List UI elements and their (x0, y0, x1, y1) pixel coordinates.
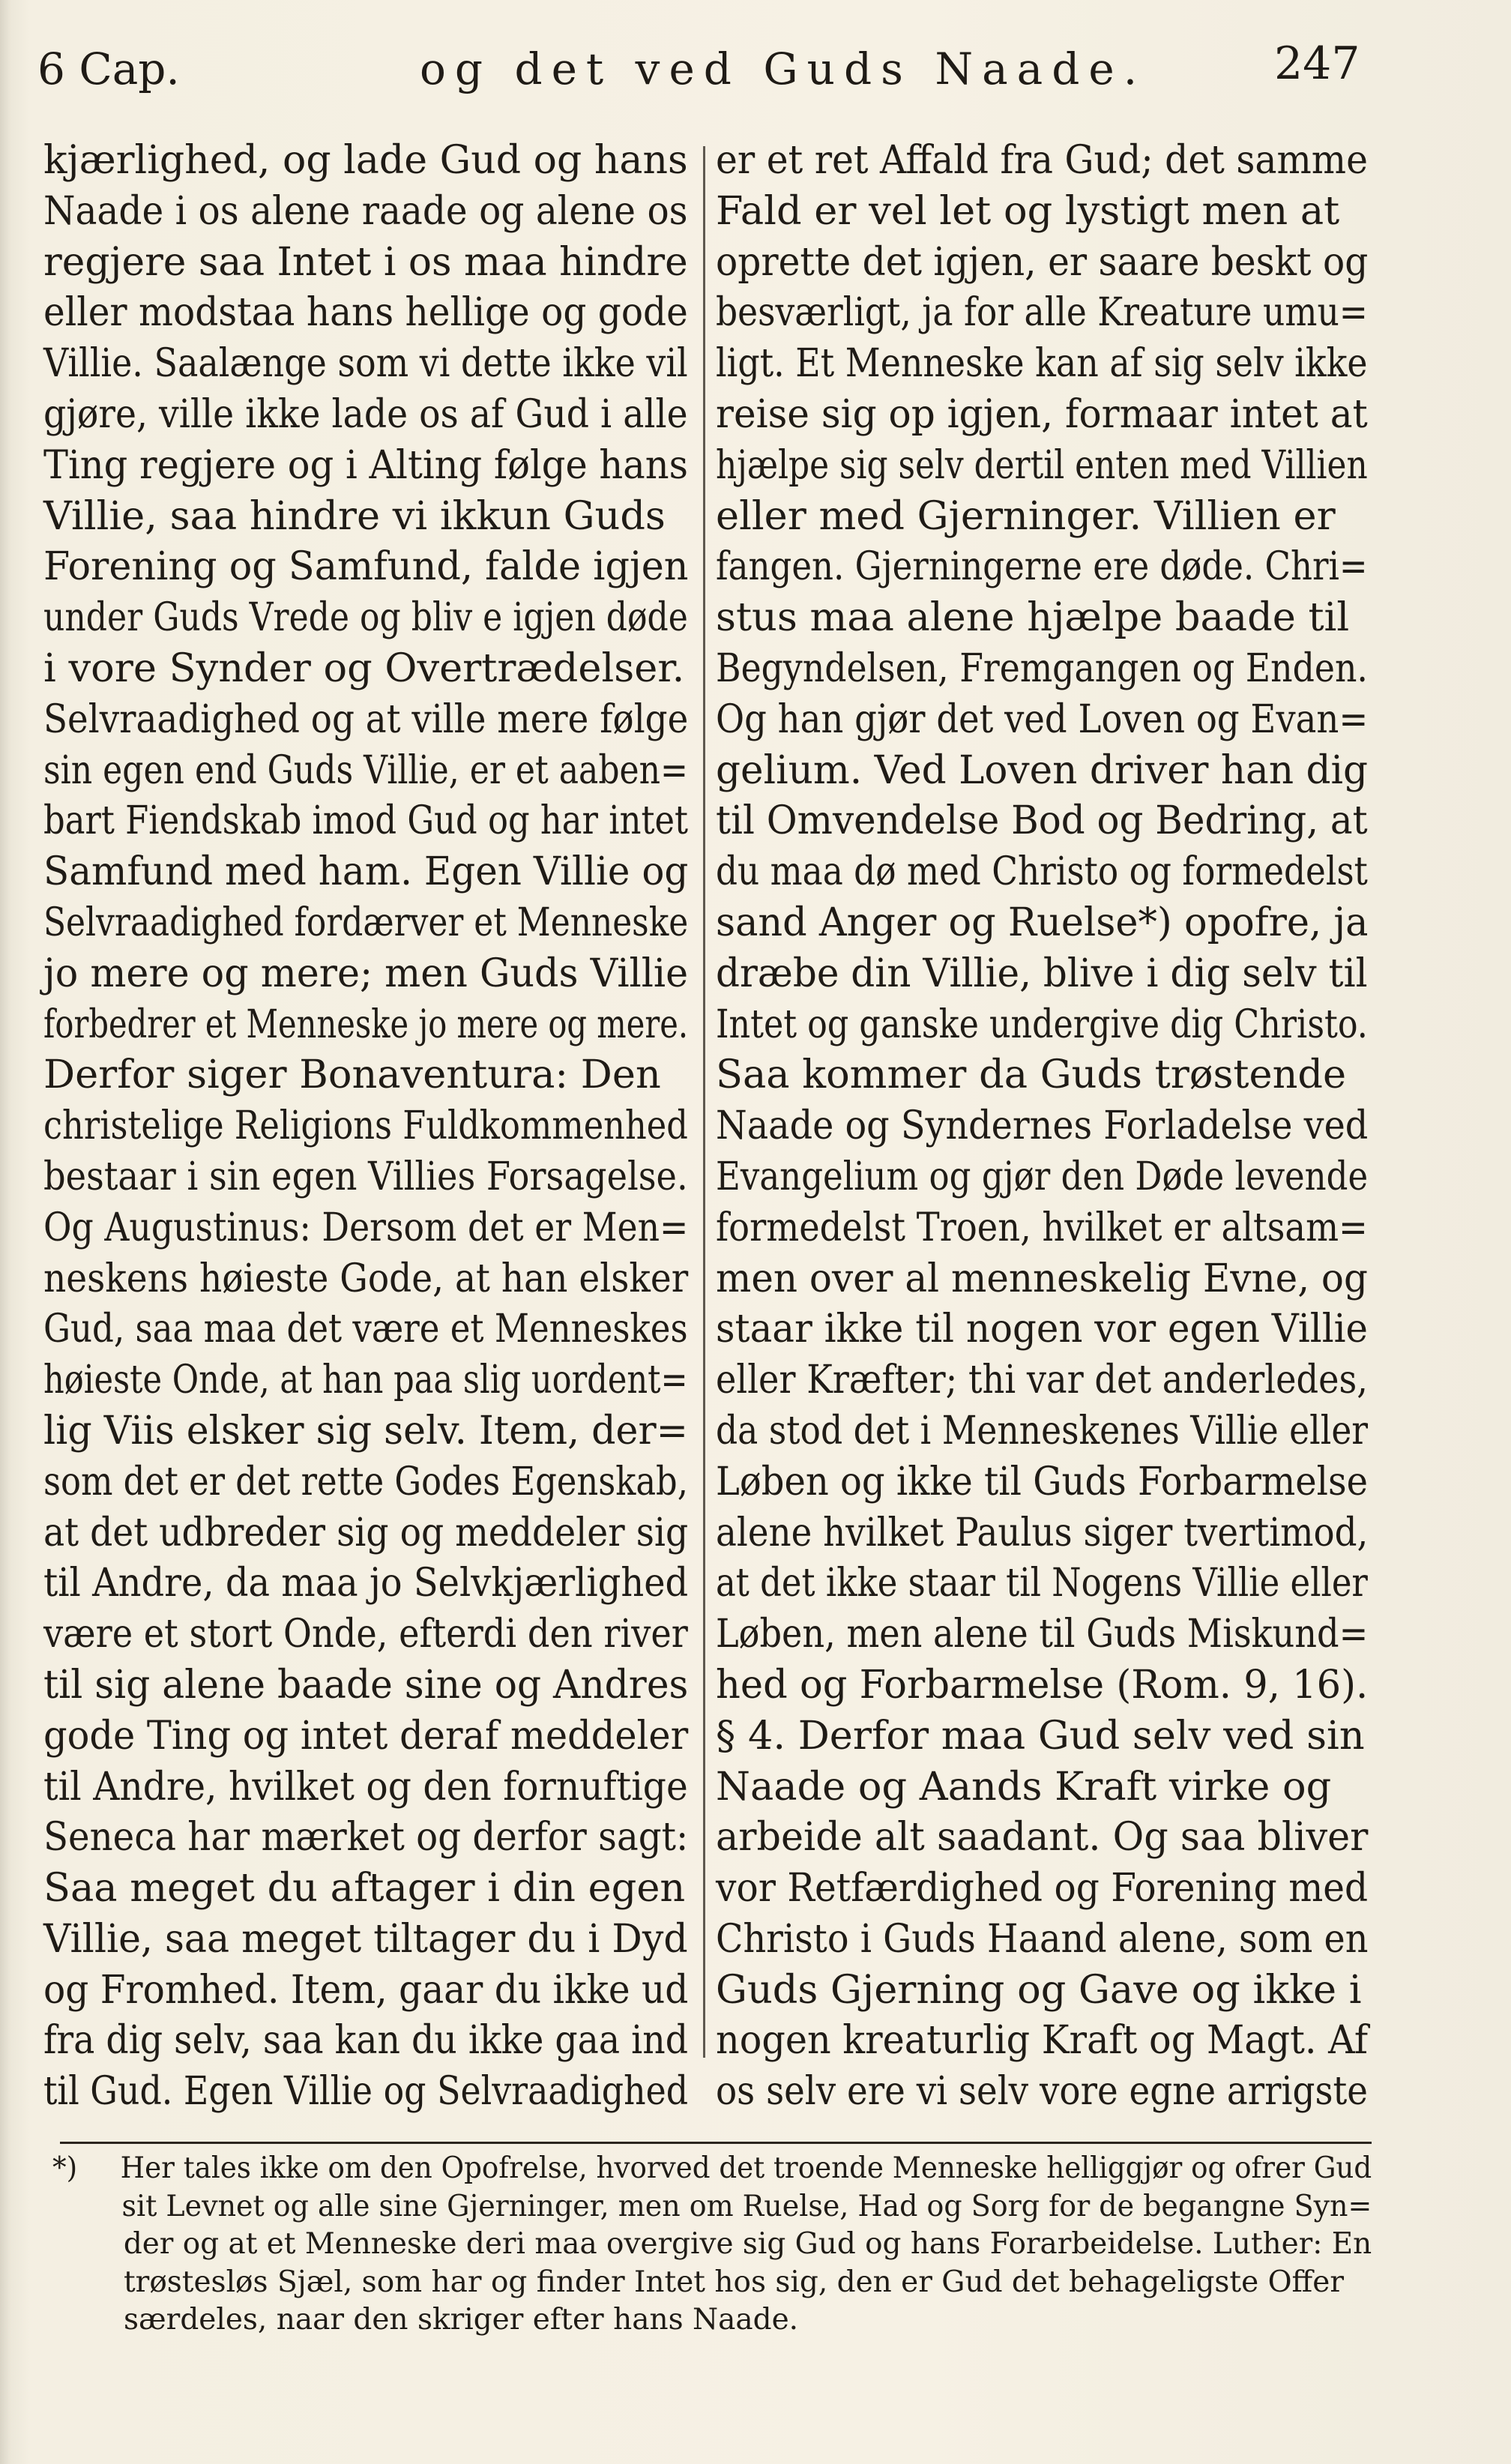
text-line: Og han gjør det ved Loven og Evan= (716, 696, 1369, 742)
text-line: Evangelium og gjør den Døde levende (716, 1153, 1369, 1199)
text-line: regjere saa Intet i os maa hindre (43, 238, 688, 285)
text-line: forbedrer et Menneske jo mere og mere. (43, 1001, 689, 1047)
text-line: jo mere og mere; men Guds Villie (43, 950, 689, 996)
text-line: Selvraadighed og at ville mere følge (43, 696, 689, 742)
text-line: sin egen end Guds Villie, er et aaben= (43, 747, 688, 793)
footnote-line (52, 2188, 1372, 2226)
footnote-text: sit Levnet og alle sine Gjerninger, men om Ruelse, Had og Sorg for de begangne Syn= (121, 2189, 1372, 2223)
text-line: alene hvilket Paulus siger tvertimod, (716, 1509, 1369, 1555)
text-line: Og Augustinus: Dersom det er Men= (43, 1204, 689, 1250)
text-line: eller med Gjerninger. Villien er (716, 493, 1336, 539)
text-line: Naade i os alene raade og alene os (43, 187, 688, 234)
text-line: eller Kræfter; thi var det anderledes, (716, 1357, 1368, 1403)
text-line: staar ikke til nogen vor egen Villie (716, 1306, 1369, 1352)
text-line: Saa meget du aftager i din egen (43, 1865, 686, 1912)
text-line: til Omvendelse Bod og Bedring, at (716, 798, 1368, 844)
text-line: Begyndelsen, Fremgangen og Enden. (716, 645, 1368, 691)
text-line: Guds Gjerning og Gave og ikke i (716, 1966, 1362, 2013)
text-line: Seneca har mærket og derfor sagt: (43, 1814, 689, 1861)
text-line: høieste Onde, at han paa slig uordent= (43, 1357, 688, 1403)
text-line: sand Anger og Ruelse*) opofre, ja (716, 899, 1369, 945)
text-line: Villie, saa meget tiltager du i Dyd (43, 1915, 688, 1962)
text-line: da stod det i Menneskenes Villie eller (716, 1407, 1369, 1454)
text-line: Derfor siger Bonaventura: Den (43, 1052, 661, 1098)
footnote-block (52, 2150, 1372, 2340)
text-line: i vore Synder og Overtrædelser. (43, 645, 685, 691)
text-line: Selvraadighed fordærver et Menneske (43, 899, 689, 945)
text-line: § 4. Derfor maa Gud selv ved sin (716, 1712, 1365, 1759)
text-line: som det er det rette Godes Egenskab, (43, 1458, 688, 1504)
text-line: til Andre, da maa jo Selvkjærlighed (43, 1560, 689, 1606)
footnote-line (52, 2301, 1372, 2340)
column-divider (703, 146, 705, 2058)
text-line: eller modstaa hans hellige og gode (43, 289, 688, 336)
text-line: os selv ere vi selv vore egne arrigste (716, 2068, 1368, 2115)
text-line: Løben, men alene til Guds Miskund= (716, 1611, 1369, 1657)
text-line: være et stort Onde, efterdi den river (43, 1611, 688, 1657)
page-number: 247 (1274, 37, 1360, 90)
running-title: og det ved Guds Naade. (420, 43, 1147, 94)
left-text-column (43, 135, 688, 2117)
text-line: fangen. Gjerningerne ere døde. Chri= (716, 543, 1368, 590)
text-line: Løben og ikke til Guds Forbarmelse (716, 1458, 1369, 1504)
right-text-column (716, 135, 1368, 2117)
footnote-rule (60, 2142, 1372, 2144)
text-line: kjærlighed, og lade Gud og hans (43, 137, 688, 183)
text-line: og Fromhed. Item, gaar du ikke ud (43, 1966, 689, 2013)
text-line: gjøre, ville ikke lade os af Gud i alle (43, 391, 688, 437)
text-line: hed og Forbarmelse (Rom. 9, 16). (716, 1661, 1369, 1708)
text-line: stus maa alene hjælpe baade til (716, 594, 1350, 641)
text-line: Naade og Syndernes Forladelse ved (716, 1103, 1369, 1149)
text-line: neskens høieste Gode, at han elsker (43, 1255, 689, 1301)
text-line: christelige Religions Fuldkommenhed (43, 1103, 688, 1149)
text-line: fra dig selv, saa kan du ikke gaa ind (43, 2017, 689, 2064)
footnote-text: der og at et Menneske deri maa overgive sig Gud og hans Forarbeidelse. Luther: En (123, 2227, 1372, 2261)
text-line: er et ret Affald fra Gud; det samme (716, 137, 1368, 183)
footnote-text: trøstesløs Sjæl, som har og finder Intet hos sig, den er Gud det behageligste Offer (124, 2265, 1344, 2299)
footnote-text: særdeles, naar den skriger efter hans Naade. (124, 2303, 799, 2337)
text-line: men over al menneskelig Evne, og (716, 1255, 1368, 1301)
text-line: nogen kreaturlig Kraft og Magt. Af (716, 2017, 1369, 2064)
text-line: formedelst Troen, hvilket er altsam= (716, 1204, 1368, 1250)
text-line: bestaar i sin egen Villies Forsagelse. (43, 1153, 688, 1199)
text-line: gode Ting og intet deraf meddeler (43, 1712, 689, 1759)
chapter-label: 6 Cap. (37, 43, 180, 94)
text-line: gelium. Ved Loven driver han dig (716, 747, 1369, 793)
text-line: Villie. Saalænge som vi dette ikke vil (43, 340, 688, 387)
text-line: Villie, saa hindre vi ikkun Guds (43, 493, 666, 539)
text-line: til Gud. Egen Villie og Selvraadighed (43, 2068, 689, 2115)
footnote-line (52, 2226, 1372, 2264)
text-line: oprette det igjen, er saare beskt og (716, 238, 1369, 285)
text-line: Saa kommer da Guds trøstende (716, 1052, 1347, 1098)
text-line: under Guds Vrede og bliv e igjen døde (43, 594, 688, 641)
text-line: at det udbreder sig og meddeler sig (43, 1509, 689, 1555)
text-line: dræbe din Villie, blive i dig selv til (716, 950, 1368, 996)
text-line: ligt. Et Menneske kan af sig selv ikke (716, 340, 1368, 387)
text-line: du maa dø med Christo og formedelst (716, 849, 1368, 895)
text-line: at det ikke staar til Nogens Villie eller (716, 1560, 1368, 1606)
text-line: Intet og ganske undergive dig Christo. (716, 1001, 1368, 1047)
page-header (0, 22, 1511, 105)
footnote-line (52, 2264, 1372, 2302)
text-line: lig Viis elsker sig selv. Item, der= (43, 1407, 688, 1454)
footnote-marker: *) (52, 2151, 78, 2185)
text-line: Naade og Aands Kraft virke og (716, 1763, 1332, 1810)
text-line: Christo i Guds Haand alene, som en (716, 1915, 1369, 1962)
footnote-text: Her tales ikke om den Opofrelse, hvorved det troende Menneske helliggjør og ofrer Gud (120, 2151, 1372, 2185)
text-line: Gud, saa maa det være et Menneskes (43, 1306, 688, 1352)
text-line: Forening og Samfund, falde igjen (43, 543, 689, 590)
text-line: Samfund med ham. Egen Villie og (43, 849, 689, 895)
text-line: vor Retfærdighed og Forening med (716, 1865, 1369, 1912)
text-line: Fald er vel let og lystigt men at (716, 187, 1340, 234)
text-line: Ting regjere og i Alting følge hans (43, 442, 688, 488)
text-line: bart Fiendskab imod Gud og har intet (43, 798, 689, 844)
text-line: reise sig op igjen, formaar intet at (716, 391, 1368, 437)
text-line: til Andre, hvilket og den fornuftige (43, 1763, 688, 1810)
text-line: til sig alene baade sine og Andres (43, 1661, 689, 1708)
text-line: arbeide alt saadant. Og saa bliver (716, 1814, 1369, 1861)
text-line: hjælpe sig selv dertil enten med Villien (716, 442, 1368, 488)
text-line: besværligt, ja for alle Kreature umu= (716, 289, 1368, 336)
footnote-line (52, 2150, 1372, 2188)
